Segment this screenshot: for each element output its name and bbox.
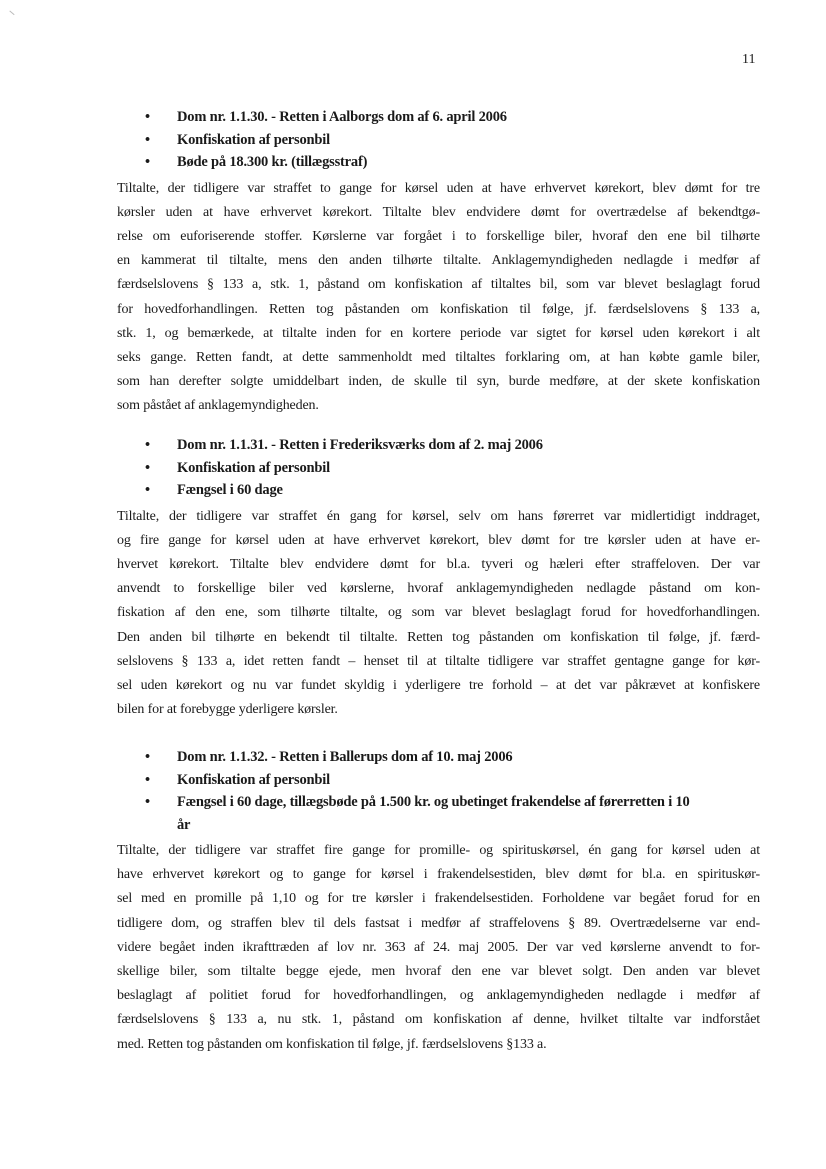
text-line: og fire gange for kørsel uden at have erhvervet kørekort, blev dømt for tre kørsler uden at have er- bbox=[117, 532, 760, 548]
text-line: beslaglagt af politiet forud for hovedforhandlingen, og anklagemyndigheden nedlagde i medfør af bbox=[117, 988, 760, 1004]
text-line: seks gange. Retten fandt, at dette sammenholdt med tiltaltes forklaring om, at han købte gamle biler, bbox=[117, 349, 760, 365]
bullet-icon: • bbox=[145, 749, 150, 765]
case-summary-list bbox=[117, 106, 760, 174]
text-line: skellige biler, som tiltalte begge ejede, men hvoraf den ene var blevet solgt. Den anden var blevet bbox=[117, 964, 760, 980]
case-1-1-31 bbox=[117, 434, 760, 722]
page-number: 11 bbox=[742, 52, 756, 67]
text-line: Tiltalte, der tidligere var straffet fire gange for promille- og spirituskørsel, én gang for kørsel uden at bbox=[117, 843, 760, 858]
text-line: Tiltalte, der tidligere var straffet to gange for kørsel uden at have erhvervet kørekort, blev dømt for tre bbox=[117, 180, 760, 196]
text-line: sel med en promille på 1,10 og for tre kørsler i frakendelsestiden. Forholdene var begået forud for en bbox=[117, 891, 760, 907]
case-1-1-32 bbox=[117, 746, 760, 1057]
case-1-1-30 bbox=[117, 106, 760, 419]
bullet-icon: • bbox=[145, 771, 150, 788]
case-summary-list bbox=[117, 746, 760, 836]
bullet-icon: • bbox=[145, 482, 150, 498]
bullet-icon: • bbox=[145, 437, 150, 453]
text-line: relse om euforiserende stoffer. Kørslerne var forgået i to forskellige biler, hvoraf den ene bil tilhørte bbox=[117, 228, 760, 244]
case-description bbox=[117, 177, 760, 419]
text-line: videre begået inden ikrafttræden af lov nr. 363 af 24. maj 2005. Der var ved kørslerne anvendt to for- bbox=[117, 939, 760, 955]
bullet-icon: • bbox=[145, 131, 150, 148]
text-line: som han derefter solgte umiddelbart inden, de skulle til syn, burde medføre, at der skete konfiskation bbox=[117, 374, 760, 390]
text-line: med. Retten tog påstanden om konfiskation til følge, jf. færdselslovens §133 a. bbox=[117, 1036, 547, 1052]
case-penalty: • Fængsel i 60 dage bbox=[117, 479, 760, 502]
text-line: selslovens § 133 a, idet retten fandt – henset til at tiltalte tidligere var straffet gentagne gange for kør- bbox=[117, 653, 760, 669]
bullet-icon: • bbox=[145, 459, 150, 476]
text-line: anvendt to forskellige biler ved kørslerne, hvoraf anklagemyndigheden nedlagde påstand om kon- bbox=[117, 581, 760, 597]
text-line: fiskation af den ene, som tilhørte tiltalte, og som var blevet beslaglagt forud for hovedforhandlingen. bbox=[117, 605, 760, 621]
case-sanction: • Konfiskation af personbil bbox=[117, 457, 760, 480]
case-description bbox=[117, 505, 760, 723]
bullet-icon: • bbox=[145, 109, 150, 125]
text-line: hvervet kørekort. Tiltalte blev endvidere dømt for bl.a. tyveri og hæleri efter straffeloven. Der var bbox=[117, 556, 760, 572]
bullet-icon: • bbox=[145, 154, 150, 170]
text-line: for hovedforhandlingen. Retten tog påstanden om konfiskation til følge, jf. færdselslovens § 133 a, bbox=[117, 301, 760, 317]
case-description bbox=[117, 839, 760, 1057]
text-line: Den anden bil tilhørte en bekendt til tiltalte. Retten tog påstanden om konfiskation til følge, jf. færd- bbox=[117, 629, 760, 645]
case-sanction: • Konfiskation af personbil bbox=[117, 129, 760, 152]
text-line: færdselslovens § 133 a, stk. 1, påstand om konfiskation af tiltaltes bil, som var blevet beslaglagt forud bbox=[117, 277, 760, 293]
text-line: færdselslovens § 133 a, nu stk. 1, påstand om konfiskation af denne, hvilket tiltalte var indforstået bbox=[117, 1012, 760, 1028]
case-title: • Dom nr. 1.1.32. - Retten i Ballerups dom af 10. maj 2006 bbox=[117, 746, 760, 769]
case-summary-list bbox=[117, 434, 760, 502]
case-title: • Dom nr. 1.1.31. - Retten i Frederiksværks dom af 2. maj 2006 bbox=[117, 434, 760, 457]
case-title: • Dom nr. 1.1.30. - Retten i Aalborgs dom af 6. april 2006 bbox=[117, 106, 760, 129]
case-sanction: • Konfiskation af personbil bbox=[117, 769, 760, 792]
text-line: kørsler uden at have erhvervet kørekort. Tiltalte blev endvidere dømt for overtrædelse af bekendtgø- bbox=[117, 204, 760, 220]
bullet-icon: • bbox=[145, 794, 150, 810]
text-line: have erhvervet kørekort og to gange for kørsel i frakendelsestiden, blev dømt for bl.a. en spirituskør- bbox=[117, 867, 760, 883]
text-line: sel uden kørekort og nu var fundet skyldig i yderligere tre forhold – at det var påkrævet at konfiskere bbox=[117, 677, 760, 693]
text-line: bilen for at forebygge yderligere kørsler. bbox=[117, 702, 338, 718]
text-line: en kammerat til tiltalte, mens den anden tilhørte tiltalte. Anklagemyndigheden nedlagde i medfør af bbox=[117, 253, 760, 269]
text-line: Tiltalte, der tidligere var straffet én gang for kørsel, selv om hans førerret var midlertidigt inddraget, bbox=[117, 508, 760, 524]
text-line: stk. 1, og bemærkede, at tiltalte inden for en kortere periode var sigtet for kørsel uden kørekort i alt bbox=[117, 325, 760, 341]
scan-mark bbox=[7, 11, 14, 18]
case-penalty: • Bøde på 18.300 kr. (tillægsstraf) bbox=[117, 151, 760, 174]
text-line: tidligere dom, og straffen blev til dels fastsat i medfør af straffelovens § 89. Overtrædelserne var end- bbox=[117, 915, 760, 931]
text-line: som påstået af anklagemyndigheden. bbox=[117, 398, 319, 414]
case-penalty: • Fængsel i 60 dage, tillægsbøde på 1.500 kr. og ubetinget frakendelse af førerretten i 10 år bbox=[117, 791, 760, 836]
